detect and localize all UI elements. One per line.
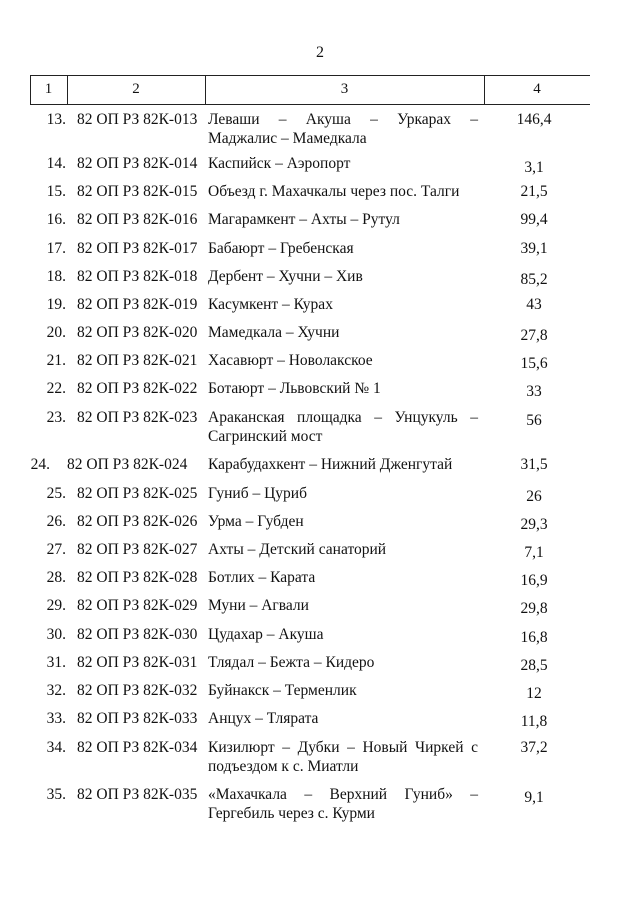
road-name	[208, 653, 478, 672]
road-length: 99,4	[520, 211, 548, 228]
road-name	[208, 785, 478, 823]
road-name-line-1: Мамедкала – Хучни	[208, 324, 340, 341]
road-code: 82 ОП РЗ 82К-017	[77, 240, 198, 257]
row-number: 32.	[46, 682, 66, 699]
road-length: 9,1	[524, 789, 544, 806]
road-length: 11,8	[520, 713, 548, 730]
row-number: 16.	[46, 211, 66, 228]
road-code: 82 ОП РЗ 82К-013	[77, 111, 198, 128]
row-number: 34.	[46, 739, 66, 756]
road-code: 82 ОП РЗ 82К-020	[77, 324, 198, 341]
road-code: 82 ОП РЗ 82К-035	[77, 786, 198, 803]
road-name-line-1: Урма – Губден	[208, 513, 304, 530]
road-name-line-1: Анцух – Тлярата	[208, 710, 319, 727]
road-name-line-1: Гуниб – Цуриб	[208, 485, 307, 502]
row-number: 25.	[46, 485, 66, 502]
road-code: 82 ОП РЗ 82К-016	[77, 211, 198, 228]
row-number: 17.	[46, 240, 66, 257]
road-name-line-1: «Махачкала – Верхний Гуниб» –	[208, 786, 478, 803]
road-name-line-1: Тлядал – Бежта – Кидеро	[208, 654, 375, 671]
road-name-line-1: Муни – Агвали	[208, 597, 309, 614]
road-name-line-2: подъездом к с. Миатли	[208, 758, 359, 775]
row-number: 29.	[46, 597, 66, 614]
road-length: 43	[526, 296, 542, 313]
road-code: 82 ОП РЗ 82К-024	[67, 456, 188, 473]
road-name-line-1: Бабаюрт – Гребенская	[208, 240, 354, 257]
road-code: 82 ОП РЗ 82К-023	[77, 409, 198, 426]
road-length: 3,1	[524, 159, 544, 176]
road-name-line-1: Буйнакск – Терменлик	[208, 682, 357, 699]
header-col-4: 4	[533, 81, 541, 97]
road-name-line-1: Ботаюрт – Львовский № 1	[208, 380, 381, 397]
road-name	[208, 210, 478, 229]
road-code: 82 ОП РЗ 82К-022	[77, 380, 198, 397]
road-name-line-2: Маджалис – Мамедкала	[208, 130, 367, 147]
road-name	[208, 738, 478, 776]
row-number: 24.	[30, 456, 50, 473]
road-length: 26	[526, 488, 542, 505]
road-name	[208, 455, 498, 474]
road-code: 82 ОП РЗ 82К-019	[77, 296, 198, 313]
road-code: 82 ОП РЗ 82К-028	[77, 569, 198, 586]
road-name	[208, 625, 478, 644]
road-length: 12	[526, 685, 542, 702]
road-name	[208, 512, 478, 531]
road-code: 82 ОП РЗ 82К-027	[77, 541, 198, 558]
road-name	[208, 239, 478, 258]
row-number: 15.	[46, 183, 66, 200]
road-length: 28,5	[520, 657, 548, 674]
road-length: 16,8	[520, 629, 548, 646]
page-number: 2	[316, 44, 324, 61]
road-name-line-1: Карабудахкент – Нижний Дженгутай	[208, 456, 453, 473]
row-number: 27.	[46, 541, 66, 558]
road-name	[208, 154, 478, 173]
row-number: 31.	[46, 654, 66, 671]
row-number: 30.	[46, 626, 66, 643]
road-name-line-1: Дербент – Хучни – Хив	[208, 268, 363, 285]
road-code: 82 ОП РЗ 82К-014	[77, 155, 198, 172]
road-code: 82 ОП РЗ 82К-033	[77, 710, 198, 727]
road-name-line-1: Каспийск – Аэропорт	[208, 155, 351, 172]
road-name	[208, 596, 478, 615]
road-name-line-2: Гергебиль через с. Курми	[208, 805, 375, 822]
header-col-2: 2	[132, 81, 140, 97]
road-length: 7,1	[524, 544, 544, 561]
road-code: 82 ОП РЗ 82К-015	[77, 183, 198, 200]
road-name-line-1: Леваши – Акуша – Уркарах –	[208, 111, 478, 128]
road-name	[208, 182, 498, 201]
road-length: 39,1	[520, 240, 548, 257]
road-code: 82 ОП РЗ 82К-032	[77, 682, 198, 699]
road-code: 82 ОП РЗ 82К-018	[77, 268, 198, 285]
road-length: 146,4	[516, 111, 552, 128]
road-name	[208, 267, 478, 286]
row-number: 21.	[46, 352, 66, 369]
road-name	[208, 540, 478, 559]
road-name	[208, 323, 478, 342]
road-name	[208, 568, 478, 587]
road-code: 82 ОП РЗ 82К-030	[77, 626, 198, 643]
road-name-line-1: Кизилюрт – Дубки – Новый Чиркей с	[208, 739, 478, 756]
row-number: 35.	[46, 786, 66, 803]
row-number: 20.	[46, 324, 66, 341]
road-name-line-2: Сагринский мост	[208, 428, 323, 445]
road-length: 85,2	[520, 271, 548, 288]
road-name-line-1: Хасавюрт – Новолакское	[208, 352, 373, 369]
road-code: 82 ОП РЗ 82К-026	[77, 513, 198, 530]
road-name-line-1: Араканская площадка – Унцукуль –	[208, 409, 478, 426]
road-name-line-1: Касумкент – Курах	[208, 296, 333, 313]
road-name-line-1: Цудахар – Акуша	[208, 626, 324, 643]
road-name-line-1: Ботлих – Карата	[208, 569, 316, 586]
road-name	[208, 295, 478, 314]
row-number: 13.	[46, 111, 66, 128]
road-name-line-1: Ахты – Детский санаторий	[208, 541, 387, 558]
road-length: 27,8	[520, 327, 548, 344]
road-name	[208, 110, 478, 148]
row-number: 14.	[46, 155, 66, 172]
road-length: 29,3	[520, 516, 548, 533]
header-col-3: 3	[340, 81, 349, 97]
road-length: 56	[526, 412, 542, 429]
road-name-line-1: Объезд г. Махачкалы через пос. Талги	[208, 183, 460, 200]
road-code: 82 ОП РЗ 82К-029	[77, 597, 198, 614]
road-length: 16,9	[520, 572, 548, 589]
road-length: 15,6	[520, 355, 548, 372]
road-name	[208, 709, 478, 728]
road-length: 37,2	[520, 739, 548, 756]
row-number: 26.	[46, 513, 66, 530]
road-code: 82 ОП РЗ 82К-025	[77, 485, 198, 502]
road-code: 82 ОП РЗ 82К-034	[77, 739, 198, 756]
row-number: 23.	[46, 409, 66, 426]
road-length: 31,5	[520, 456, 548, 473]
road-code: 82 ОП РЗ 82К-021	[77, 352, 198, 369]
row-number: 22.	[46, 380, 66, 397]
road-length: 29,8	[520, 600, 548, 617]
road-name	[208, 379, 478, 398]
row-number: 18.	[46, 268, 66, 285]
header-col-1: 1	[44, 81, 53, 97]
road-name	[208, 484, 478, 503]
row-number: 28.	[46, 569, 66, 586]
road-name	[208, 681, 478, 700]
road-length: 21,5	[520, 183, 548, 200]
road-name	[208, 408, 478, 446]
road-length: 33	[526, 383, 542, 400]
road-name	[208, 351, 478, 370]
row-number: 19.	[46, 296, 66, 313]
road-code: 82 ОП РЗ 82К-031	[77, 654, 198, 671]
road-name-line-1: Магарамкент – Ахты – Рутул	[208, 211, 400, 228]
row-number: 33.	[46, 710, 66, 727]
